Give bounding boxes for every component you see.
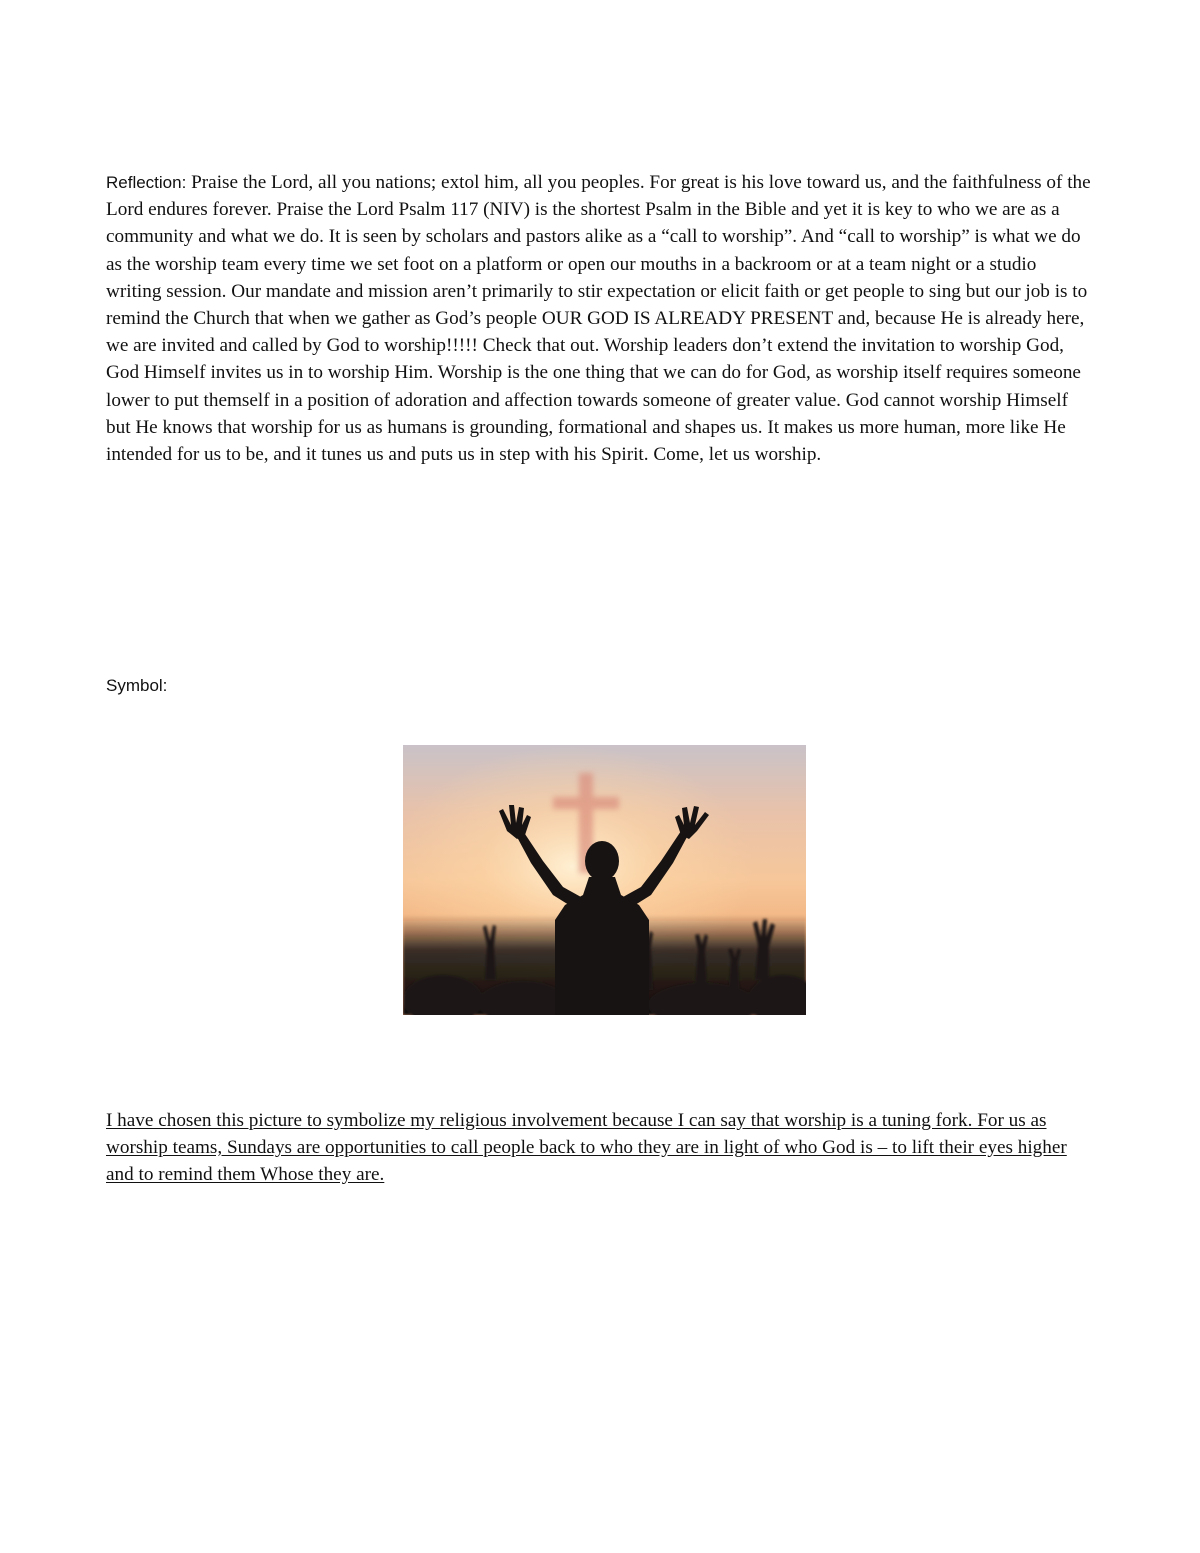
reflection-text: Praise the Lord, all you nations; extol him, all you peoples. For great is his love toward us, and the faithfulness of the Lord endures forever. Praise the Lord Psalm 117 (NIV) is the shortest Psalm in the Bible and yet it is key to who we are as a community and what we do. It is seen by scholars and pastors alike as a “call to worship”. And “call to worship” is what we do as the worship team every time we set foot on a platform or open our mouths in a backroom or at a team night or a studio writing session. Our mandate and mission aren’t primarily to stir expectation or elicit faith or get people to sing but our job is to remind the Church that when we gather as God’s people OUR GOD IS ALREADY PRESENT and, because He is already here, we are invited and called by God to worship!!!!! Check that out. Worship leaders don’t extend the invitation to worship God, God Himself invites us in to worship Him. Worship is the one thing that we can do for God, as worship itself requires someone lower to put themself in a position of adoration and affection towards someone of greater value. God cannot worship Himself but He knows that worship for us as humans is grounding, formational and shapes us. It makes us more human, more like He intended for us to be, and it tunes us and puts us in step with his Spirit. Come, let us worship. <box>106 172 1091 466</box>
worship-silhouette-picture <box>403 745 806 1015</box>
reflection-label: Reflection: <box>106 173 187 192</box>
reflection-paragraph <box>106 169 1096 468</box>
symbol-label: Symbol: <box>106 676 168 695</box>
explanation-paragraph: I have chosen this picture to symbolize my religious involvement because I can say that worship is a tuning fork. For us as worship teams, Sundays are opportunities to call people back to who they are in light of who God is – to lift their eyes higher and to remind them Whose they are. <box>106 1110 1067 1185</box>
